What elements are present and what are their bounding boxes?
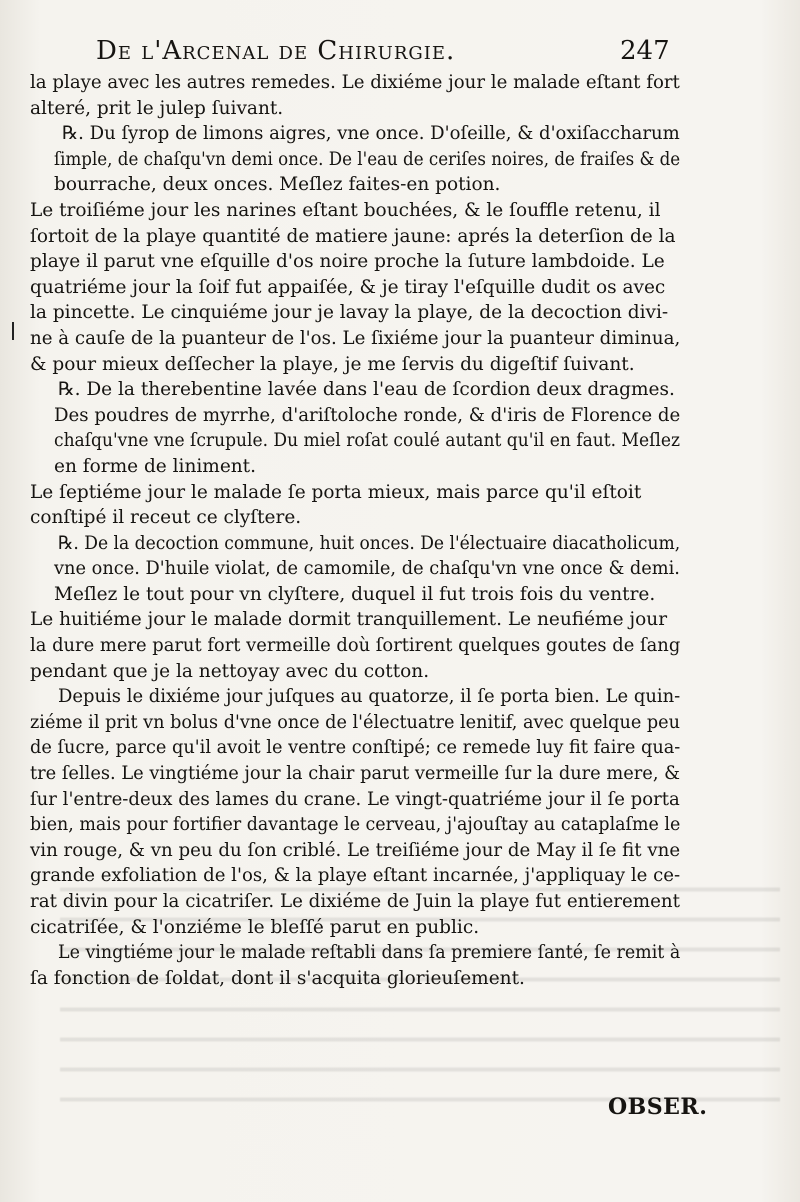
text-line: cicatriſée, & l'onziéme le bleſſé parut en public. [30, 916, 480, 938]
text-line: Le troiſiéme jour les narines eſtant bouchées, & le ſouffle retenu, il [30, 199, 661, 221]
text-line: ſur l'entre-deux des lames du crane. Le vingt-quatriéme jour il ſe porta [30, 788, 680, 810]
text-line: ℞. De la therebentine lavée dans l'eau de ſcordion deux dragmes. [58, 379, 675, 401]
text-line: playe il parut vne eſquille d'os noire proche la ſuture lambdoide. Le [30, 251, 665, 273]
text-line: vne once. D'huile violat, de camomile, de chaſqu'vn vne once & demi. [54, 558, 680, 580]
margin-mark [12, 322, 14, 340]
text-line: alteré, prit le julep ſuivant. [30, 97, 284, 119]
text-line: la dure mere parut fort vermeille doù ſortirent quelques goutes de ſang [30, 635, 681, 657]
text-line: Le vingtiéme jour le malade reſtabli dans ſa premiere ſanté, ſe remit à [58, 942, 681, 964]
text-line: tre ſelles. Le vingtiéme jour la chair parut vermeille ſur la dure mere, & [30, 763, 680, 785]
text-line: ℞. De la decoction commune, huit onces. De l'électuaire diacatholicum, [58, 532, 681, 554]
text-line: bourrache, deux onces. Meſlez faites-en potion. [54, 174, 501, 196]
text-line: vin rouge, & vn peu du ſon criblé. Le treiſiéme jour de May il ſe fit vne [30, 839, 681, 861]
catchword: OBSER. [608, 1094, 708, 1120]
text-line: Meſlez le tout pour vn clyſtere, duquel il fut trois fois du ventre. [54, 583, 656, 605]
text-line: la playe avec les autres remedes. Le dixiéme jour le malade eſtant fort [30, 72, 680, 93]
text-line: Des poudres de myrrhe, d'ariſtoloche ronde, & d'iris de Florence de [54, 404, 681, 426]
text-line: pendant que je la nettoyay avec du cotton. [30, 660, 430, 682]
text-line: en forme de liniment. [54, 455, 257, 477]
text-line: la pincette. Le cinquiéme jour je lavay la playe, de la decoction divi- [30, 302, 669, 324]
text-line: chaſqu'vne vne ſcrupule. Du miel roſat coulé autant qu'il en faut. Meſlez [54, 430, 680, 452]
text-line: ne à cauſe de la puanteur de l'os. Le ſixiéme jour la puanteur diminua, [30, 327, 681, 349]
text-line: & pour mieux deſſecher la playe, je me ſervis du digeſtif ſuivant. [30, 353, 635, 375]
text-line: ſa fonction de ſoldat, dont il s'acquita glorieuſement. [30, 967, 525, 989]
text-line: ziéme il prit vn bolus d'vne once de l'électuatre lenitif, avec quelque peu [30, 711, 681, 733]
text-line: quatriéme jour la ſoif fut appaiſée, & je tiray l'eſquille dudit os avec [30, 276, 666, 298]
text-line: ſortoit de la playe quantité de matiere jaune: aprés la deterſion de la [30, 225, 676, 247]
page-number: 247 [620, 36, 670, 66]
text-line: ſimple, de chaſqu'vn demi once. De l'eau de ceriſes noires, de fraiſes & de [54, 148, 681, 170]
text-line: ℞. Du ſyrop de limons aigres, vne once. D'oſeille, & d'oxiſaccharum [62, 123, 680, 145]
text-line: grande exfoliation de l'os, & la playe eſtant incarnée, j'appliquay le ce- [30, 865, 681, 887]
text-line: Depuis le dixiéme jour juſques au quatorze, il ſe porta bien. Le quin- [58, 686, 681, 708]
page-text [30, 70, 680, 991]
text-line: Le huitiéme jour le malade dormit tranquillement. Le neufiéme jour [30, 609, 668, 631]
text-line: bien, mais pour fortifier davantage le cerveau, j'ajouſtay au cataplaſme le [30, 814, 681, 836]
text-line: conſtipé il receut ce clyſtere. [30, 507, 302, 529]
running-title: De l'Arcenal de Chirurgie. [96, 36, 456, 66]
text-line: de ſucre, parce qu'il avoit le ventre conſtipé; ce remede luy fit faire qua- [30, 737, 681, 759]
text-line: rat divin pour la cicatriſer. Le dixiéme de Juin la playe fut entierement [30, 891, 680, 912]
text-line: Le ſeptiéme jour le malade ſe porta mieux, mais parce qu'il eſtoit [30, 481, 642, 503]
